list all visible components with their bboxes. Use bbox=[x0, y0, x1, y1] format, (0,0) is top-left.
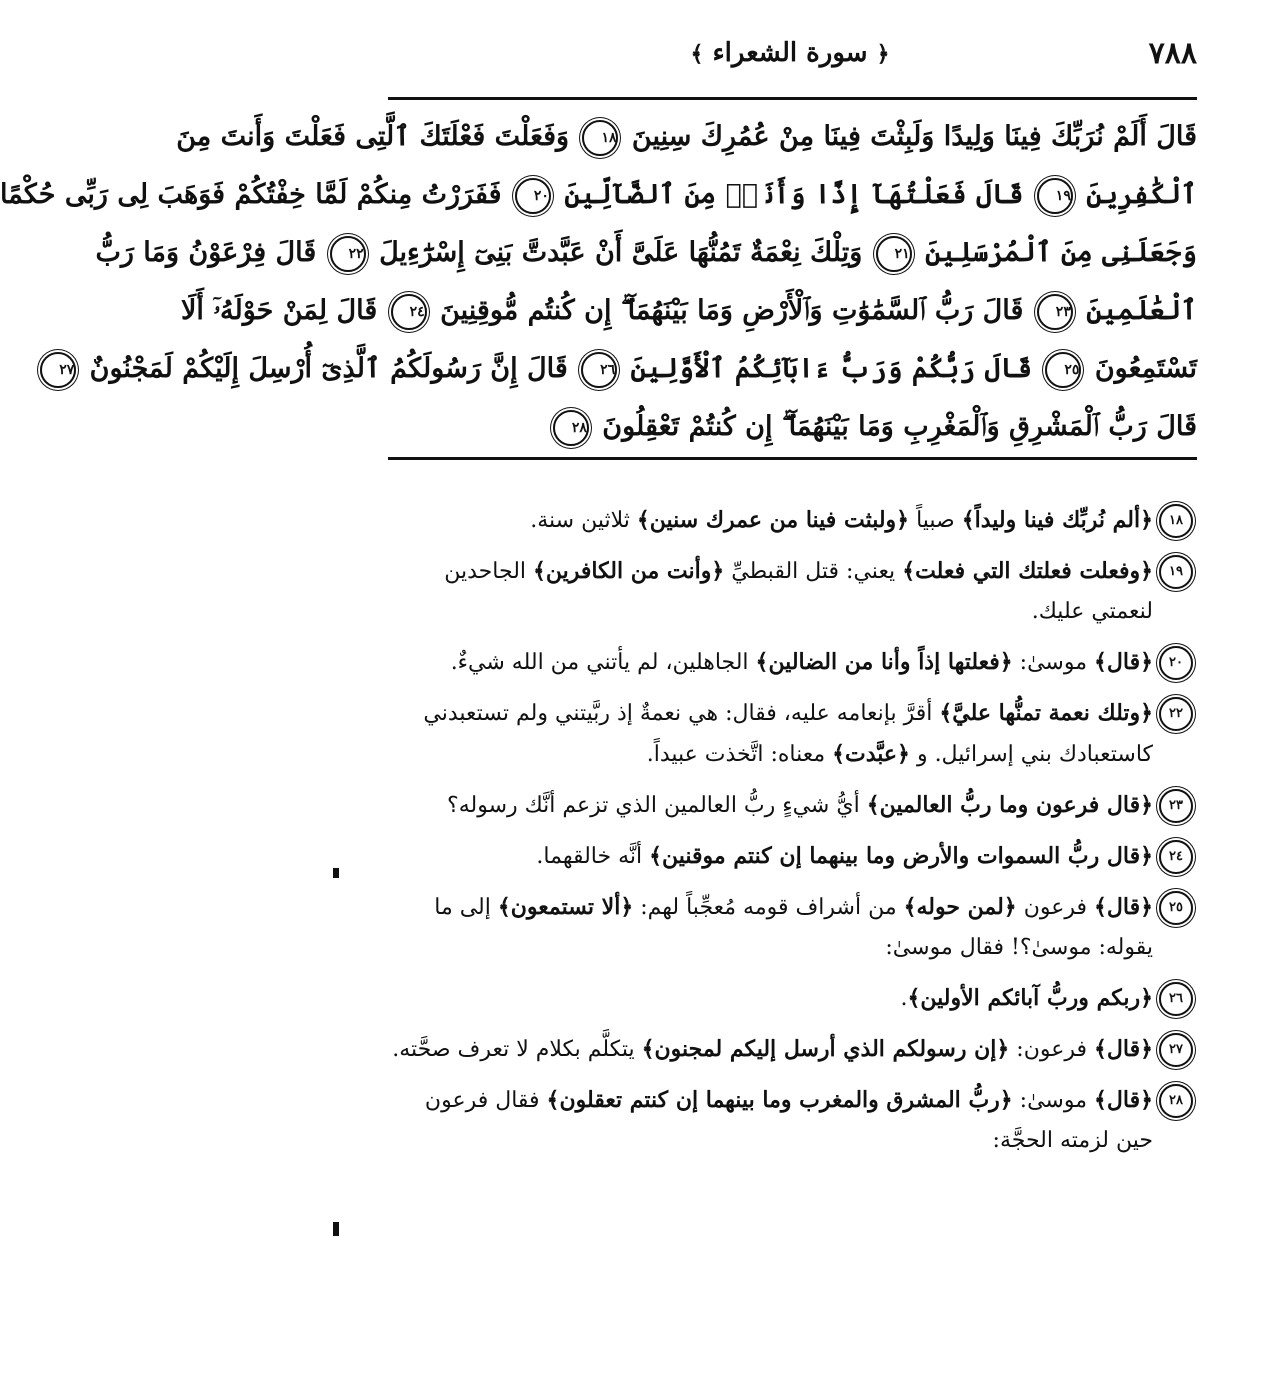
header-divider bbox=[388, 97, 1197, 100]
verse-number-marker: ٢٦ bbox=[1159, 982, 1193, 1016]
tafsir-entry bbox=[388, 1080, 1197, 1161]
tafsir-entry bbox=[388, 500, 1197, 541]
verse-text: قَالَ رَبُّ ٱلْمَشْرِقِ وَٱلْمَغْرِبِ وَمَا بَيْنَهُمَآ ۖ إِن كُنتُمْ تَعْقِلُونَ bbox=[592, 411, 1197, 442]
verse-text: تَسْتَمِعُونَ bbox=[1085, 353, 1197, 384]
verse-number-marker: ٢٥ bbox=[1159, 891, 1193, 925]
verse-number-marker: ٢٠ bbox=[1159, 646, 1193, 680]
tafsir-entry bbox=[388, 978, 1197, 1019]
quran-line bbox=[385, 398, 1197, 456]
quoted-verse: ﴿ربكم وربُّ آبائكم الأولين﴾ bbox=[907, 985, 1153, 1011]
verse-number-marker: ٢٠ bbox=[515, 178, 551, 214]
quoted-verse: ﴿لمن حوله﴾ bbox=[903, 894, 1017, 920]
commentary-text: فرعون: bbox=[1009, 1037, 1094, 1062]
verse-text: قَالَ أَلَمْ نُرَبِّكَ فِينَا وَلِيدًا وَلَبِثْتَ فِينَا مِنْ عُمُرِكَ سِنِينَ bbox=[622, 121, 1197, 152]
verse-text: قَالَ فِرْعَوْنُ وَمَا رَبُّ bbox=[95, 237, 326, 268]
commentary-text: معناه: اتَّخذت عبيداً. bbox=[646, 742, 833, 767]
tafsir-entry bbox=[388, 551, 1197, 632]
verse-number-marker: ١٩ bbox=[1037, 178, 1073, 214]
verse-text: قَالَ إِنَّ رَسُولَكُمُ ٱلَّذِىٓ أُرْسِلَ إِلَيْكُمْ لَمَجْنُونٌ bbox=[80, 353, 578, 384]
quoted-verse: ﴿قال فرعون وما ربُّ العالمين﴾ bbox=[866, 792, 1153, 818]
verse-text: فَفَرَرْتُ مِنكُمْ لَمَّا خِفْتُكُمْ فَوَهَبَ لِى رَبِّى حُكْمًا bbox=[0, 179, 511, 210]
verse-number-marker: ٢٨ bbox=[553, 410, 589, 446]
commentary-text: فرعون bbox=[1016, 895, 1094, 920]
verse-number-marker: ٢٤ bbox=[1159, 840, 1193, 874]
scan-edge-mark bbox=[333, 868, 339, 878]
commentary-text: ثلاثين سنة. bbox=[530, 508, 637, 533]
quoted-verse: ﴿عبَّدت﴾ bbox=[832, 741, 910, 767]
quoted-verse: ﴿وأنت من الكافرين﴾ bbox=[533, 558, 725, 584]
verse-number-marker: ٢٦ bbox=[581, 352, 617, 388]
verse-number-marker: ٢٥ bbox=[1045, 352, 1081, 388]
commentary-text: الجاحدين لنعمتي عليك. bbox=[444, 559, 1153, 624]
quran-line bbox=[59, 340, 1197, 398]
quoted-verse: ﴿ألم نُربِّك فينا وليداً﴾ bbox=[961, 507, 1153, 533]
title-ornament-left: ﴾ bbox=[690, 41, 704, 67]
quoted-verse: ﴿قال ربُّ السموات والأرض وما بينهما إن كنتم موقنين﴾ bbox=[649, 843, 1153, 869]
quoted-verse: ﴿قال﴾ bbox=[1094, 649, 1153, 675]
quoted-verse: ﴿قال﴾ bbox=[1094, 1087, 1153, 1113]
commentary-text: صبياً bbox=[909, 508, 962, 533]
commentary-text: موسىٰ: bbox=[1012, 1088, 1094, 1113]
commentary-text: موسىٰ: bbox=[1012, 650, 1094, 675]
tafsir-entry bbox=[388, 693, 1197, 775]
commentary-text: يعني: قتل القبطيِّ bbox=[724, 559, 903, 584]
title-ornament-right: ﴿ bbox=[876, 41, 890, 67]
verse-text: ٱلْكَٰفِرِينَ bbox=[1076, 179, 1197, 210]
quoted-verse: ﴿ربُّ المشرق والمغرب وما بينهما إن كنتم تعقلون﴾ bbox=[546, 1087, 1013, 1113]
verse-text: ٱلْعَٰلَمِينَ bbox=[1076, 295, 1197, 326]
commentary-text: من أشراف قومه مُعجِّباً لهم: bbox=[633, 895, 904, 920]
quran-line bbox=[0, 166, 1197, 224]
commentary-text: . bbox=[900, 986, 908, 1011]
page-header bbox=[383, 28, 1197, 78]
verse-number-marker: ٢٢ bbox=[1159, 697, 1193, 731]
commentary-text: أيُّ شيءٍ ربُّ العالمين الذي تزعم أنَّك رسوله؟ bbox=[447, 793, 867, 818]
verse-number-marker: ٢٤ bbox=[391, 294, 427, 330]
verse-text: قَالَ لِمَنْ حَوْلَهُۥٓ أَلَا bbox=[180, 295, 387, 326]
tafsir-entry bbox=[388, 887, 1197, 968]
verse-number-marker: ٢٣ bbox=[1037, 294, 1073, 330]
surah-title bbox=[690, 38, 889, 68]
verse-text: وَتِلْكَ نِعْمَةٌ تَمُنُّهَا عَلَىَّ أَنْ عَبَّدتَّ بَنِىٓ إِسْرَٰٓءِيلَ bbox=[369, 237, 872, 268]
verse-number-marker: ٢٧ bbox=[40, 352, 76, 388]
commentary-text: يتكلَّم بكلام لا تعرف صحَّته. bbox=[392, 1037, 642, 1062]
verse-number-marker: ٢٣ bbox=[1159, 789, 1193, 823]
tafsir-entry bbox=[388, 642, 1197, 683]
quoted-verse: ﴿وتلك نعمة تمنُّها عليَّ﴾ bbox=[939, 700, 1153, 726]
tafsir-entry bbox=[388, 1029, 1197, 1070]
quran-text-block bbox=[0, 108, 1197, 456]
tafsir-entry bbox=[388, 785, 1197, 826]
verse-number-marker: ١٩ bbox=[1159, 555, 1193, 589]
verse-text: قَالَ رَبُّ ٱلسَّمَٰوَٰتِ وَٱلْأَرْضِ وَمَا بَيْنَهُمَآ ۖ إِن كُنتُم مُّوقِنِينَ bbox=[430, 295, 1033, 326]
verse-text: وَفَعَلْتَ فَعْلَتَكَ ٱلَّتِى فَعَلْتَ وَأَنتَ مِنَ bbox=[176, 121, 579, 152]
quoted-verse: ﴿ألا تستمعون﴾ bbox=[497, 894, 634, 920]
verse-number-marker: ١٨ bbox=[1159, 504, 1193, 538]
surah-title-text: سورة الشعراء bbox=[712, 38, 868, 68]
quoted-verse: ﴿قال﴾ bbox=[1094, 894, 1153, 920]
quran-line bbox=[180, 282, 1197, 340]
commentary-text: أنَّه خالقهما. bbox=[536, 844, 650, 869]
commentary-text: إلى ما يقوله: موسىٰ؟! فقال موسىٰ: bbox=[434, 895, 1153, 960]
quoted-verse: ﴿وفعلت فعلتك التي فعلت﴾ bbox=[902, 558, 1153, 584]
commentary-text: فقال فرعون حين لزمته الحجَّة: bbox=[424, 1088, 1153, 1153]
section-divider bbox=[388, 457, 1197, 460]
verse-text: قَالَ فَعَلْتُهَآ إِذًا وَأَنَا۠ مِنَ ٱلضَّآلِّينَ bbox=[554, 179, 1033, 210]
quoted-verse: ﴿قال﴾ bbox=[1094, 1036, 1153, 1062]
tafsir-commentary bbox=[388, 500, 1197, 1171]
verse-text: قَالَ رَبُّكُمْ وَرَبُّ ءَابَآئِكُمُ ٱلْأَوَّلِينَ bbox=[621, 353, 1042, 384]
verse-number-marker: ٢١ bbox=[876, 236, 912, 272]
quran-line bbox=[95, 224, 1197, 282]
verse-number-marker: ١٨ bbox=[582, 120, 618, 156]
commentary-text: الجاهلين، لم يأتني من الله شيءٌ. bbox=[450, 650, 756, 675]
scan-edge-mark bbox=[333, 1222, 339, 1236]
quoted-verse: ﴿إن رسولكم الذي أرسل إليكم لمجنون﴾ bbox=[641, 1036, 1010, 1062]
verse-text: وَجَعَلَنِى مِنَ ٱلْمُرْسَلِينَ bbox=[915, 237, 1197, 268]
verse-number-marker: ٢٧ bbox=[1159, 1033, 1193, 1067]
commentary-text: أقرَّ بإنعامه عليه، فقال: هي نعمةٌ إذ ربَّيتني ولم تستعبدني كاستعبادك بني إسرائيل. و bbox=[423, 701, 1153, 767]
quran-line bbox=[176, 108, 1197, 166]
quoted-verse: ﴿ولبثت فينا من عمرك سنين﴾ bbox=[636, 507, 910, 533]
verse-number-marker: ٢٨ bbox=[1159, 1084, 1193, 1118]
page-number: ٧٨٨ bbox=[1148, 36, 1197, 71]
quoted-verse: ﴿فعلتها إذاً وأنا من الضالين﴾ bbox=[755, 649, 1013, 675]
tafsir-entry bbox=[388, 836, 1197, 877]
verse-number-marker: ٢٢ bbox=[330, 236, 366, 272]
